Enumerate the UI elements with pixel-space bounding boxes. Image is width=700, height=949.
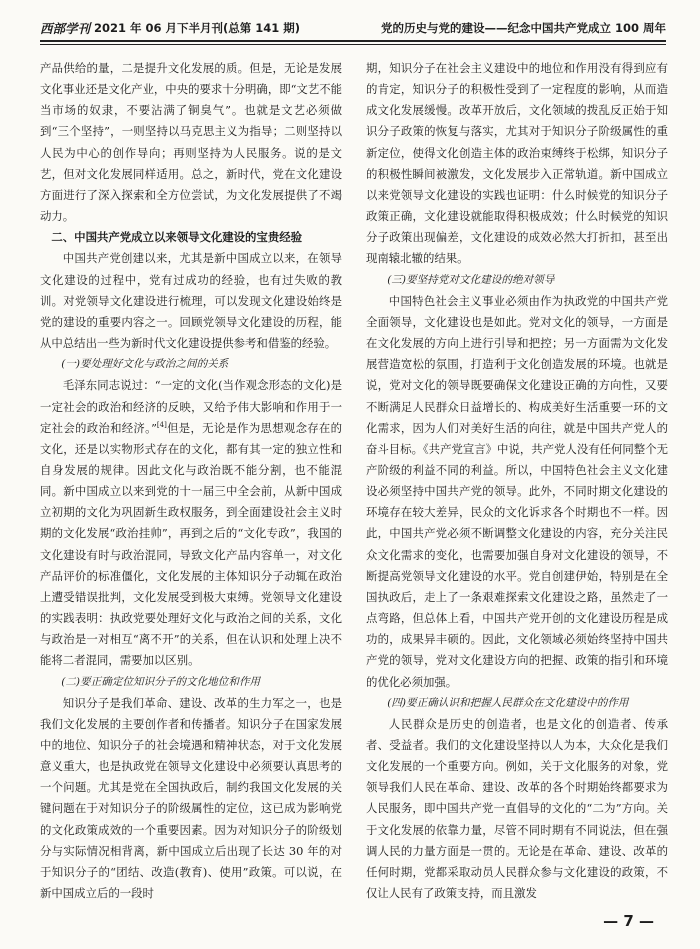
journal-name: 西部学刊 <box>40 21 91 36</box>
paragraph-with-citation <box>40 375 342 671</box>
running-header <box>40 18 666 38</box>
subsection-heading: (二)要正确定位知识分子的文化地位和作用 <box>61 675 261 688</box>
subsection-heading: (四)要正确认识和把握人民群众在文化建设中的作用 <box>387 696 629 709</box>
citation-ref: [4] <box>156 420 167 429</box>
paragraph: 人民群众是历史的创造者，也是文化的创造者、传承者、受益者。我们的文化建设坚持以人为本，大众化是我们文化发展的一个重要方向。例如，关于文化服务的对象，党领导我们人民在革命、建设、改革的各个时期始终都要求为人民服务，即中国共产党一直倡导的文化的“二为”方向。关于文化发展的依靠力量，尽管不同时期有不同说法，但在强调人民的力量方面是一贯的。无论是在革命、建设、改革的任何时期，党都采取动员人民群众参与文化建设的政策，不仅让人民有了政策支持，而且激发 <box>366 716 668 900</box>
paragraph-text: 但是，无论是作为思想观念存在的文化，还是以实物形式存在的文化，都有其一定的独立性和自身发展的规律。因此文化与政治既不能分割，也不能混同。新中国成立以来到党的十一届三中全会前，从新中国成立初期的文化为巩固新生政权服务，到全面建设社会主义时期的文化发展“政治挂帅”，再到之后的“文化专政”，我国的文化建设有时与政治混同，导致文化产品内容单一，对文化产品评价的标准僵化，文化发展的主体知识分子动辄在政治上遭受错误批判，文化发展受到极大束缚。党领导文化建设的实践表明：执政党要处理好文化与政治之间的关系，文化与政治是一对相互“离不开”的关系，但在认识和处理上决不能将二者混同，需要加以区别。 <box>40 420 342 668</box>
paragraph: 期，知识分子在社会主义建设中的地位和作用没有得到应有的肯定，知识分子的积极性受到了一定程度的影响，从而造成文化发展缓慢。改革开放后，文化领域的拨乱反正始于知识分子政策的恢复与落实，尤其对于知识分子阶级属性的重新定位，使得文化创造主体的政治束缚终于松绑，知识分子的积极性瞬间被激发，文化发展步入正常轨道。新中国成立以来党领导文化建设的实践也证明：什么时候党的知识分子政策正确，文化建设就能取得积极成效；什么时候党的知识分子政策出现偏差，文化建设的成效必然大打折扣，甚至出现南辕北辙的结果。 <box>366 61 668 266</box>
paragraph-text: 毛泽东同志说过：“一定的文化(当作观念形态的文化)是一定社会的政治和经济的反映，又给予伟大影响和作用于一定社会的政治和经济。” <box>40 378 342 435</box>
header-rule <box>40 40 666 45</box>
issue-info: 2021 年 06 月下半月刊(总第 141 期) <box>94 21 301 35</box>
paragraph: 中国共产党创建以来，尤其是新中国成立以来，在领导文化建设的过程中，党有过成功的经验，也有过失败的教训。对党领导文化建设进行梳理，可以发现文化建设始终是党的建设的重要内容之一。回顾党领导文化建设的历程，能从中总结出一些为新时代文化建设提供参考和借鉴的经验。 <box>40 251 342 351</box>
paragraph: 知识分子是我们革命、建设、改革的生力军之一，也是我们文化发展的主要创作者和传播者。知识分子在国家发展中的地位、知识分子的社会境遇和精神状态，对于文化发展意义重大，也是执政党在领导文化建设中必须要认真思考的一个问题。尤其是党在全国执政后，制约我国文化发展的关键问题在于对知识分子的阶级属性的定位，这已成为影响党的文化政策成效的一个重要因素。因为对知识分子的阶级划分与实际情况相背离，新中国成立后出现了长达 30 年的对于知识分子的“团结、改造(教育)、使用”政策。可以说，在新中国成立后的一段时 <box>40 695 342 900</box>
column-title: 党的历史与党的建设——纪念中国共产党成立 100 周年 <box>380 21 666 35</box>
header-left <box>40 19 300 37</box>
subsection-heading: (三)要坚持党对文化建设的绝对领导 <box>387 273 555 286</box>
paragraph: 产品供给的量，二是提升文化发展的质。但是，无论是发展文化事业还是文化产业，中央的要求十分明确，即“文艺不能当市场的奴隶，不要沾满了铜臭气”。也就是文艺必须做到“三个坚持”，一则坚持以马克思主义为指导；二则坚持以人民为中心的创作导向；再则坚持为人民服务。说的是文艺，但对文化发展同样适用。总之，新时代，党在文化建设方面进行了深入探索和全方位尝试，为文化发展提供了不竭动力。 <box>40 61 342 224</box>
section-heading: 二、中国共产党成立以来领导文化建设的宝贵经验 <box>51 230 302 245</box>
left-column <box>40 58 342 900</box>
right-column <box>366 58 668 900</box>
paragraph: 中国特色社会主义事业必须由作为执政党的中国共产党全面领导，文化建设也是如此。党对文化的领导，一方面是在文化发展的方向上进行引导和把控；另一方面需为文化发展营造宽松的氛围，打造利于文化创造发展的环境。也就是说，党对文化的领导既要确保文化建设正确的方向性，又要不断满足人民群众日益增长的、构成美好生活重要一环的文化需求，因为人们对美好生活的向往，就是中国共产党人的奋斗目标。《共产党宣言》中说，共产党人没有任何同整个无产阶级的利益不同的利益。所以，中国特色社会主义文化建设必须坚持中国共产党的领导。此外，不同时期文化建设的环境存在较大差异，民众的文化诉求各个时期也不一样。因此，中国共产党必须不断调整文化建设的内容，充分关注民众文化需求的变化，也需要加强自身对文化建设的领导，不断提高党领导文化建设的水平。党自创建伊始，特别是在全国执政后，走上了一条艰难探索文化建设之路，虽然走了一点弯路，但总体上看，中国共产党开创的文化建设历程是成功的，成果异丰硕的。因此，文化领域必须始终坚持中国共产党的领导，党对文化建设方向的把握、政策的指引和环境的优化必须加强。 <box>366 293 668 689</box>
subsection-heading: (一)要处理好文化与政治之间的关系 <box>61 358 229 371</box>
page-number: — 7 — <box>603 912 654 930</box>
